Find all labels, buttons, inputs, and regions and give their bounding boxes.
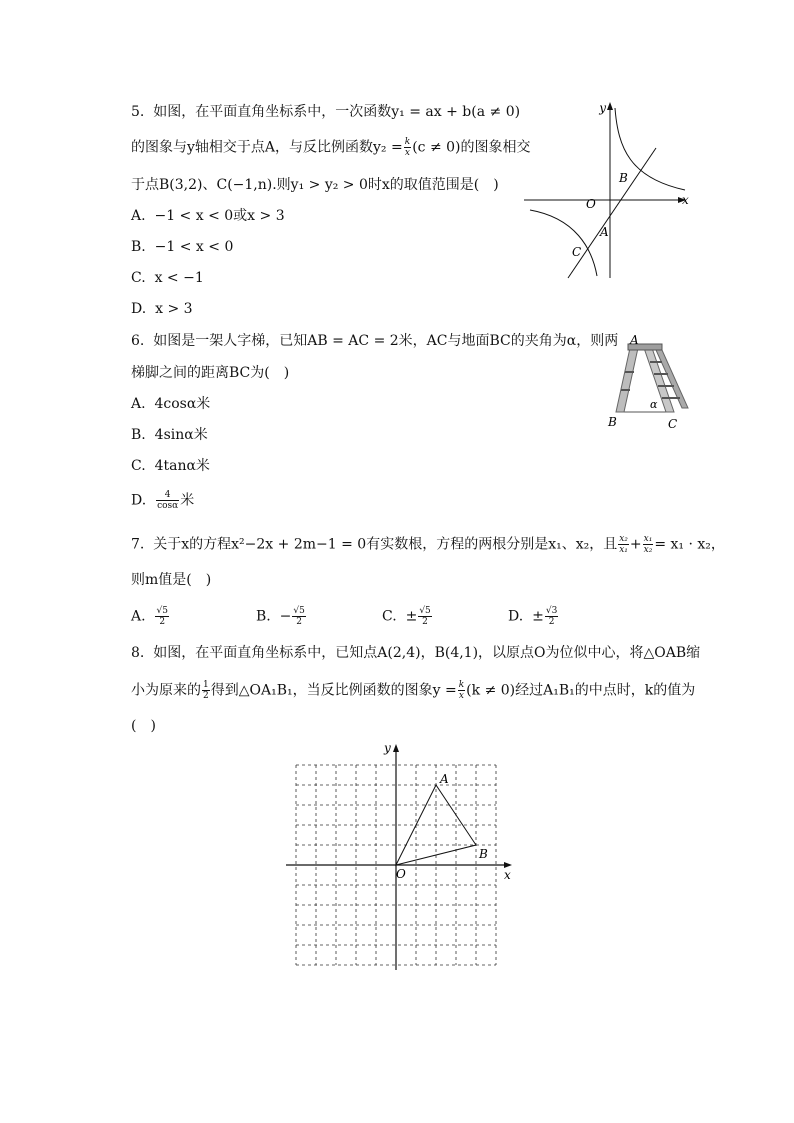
- option-letter: C.: [131, 270, 146, 286]
- option-fraction: [545, 606, 558, 627]
- q5-text-1: 如图，在平面直角坐标系中，一次函数y₁ = ax + b(a ≠ 0): [153, 104, 521, 120]
- frac-num: 4: [156, 490, 179, 501]
- q6-label-alpha: α: [650, 398, 658, 411]
- q8-figure: [280, 736, 520, 974]
- q6-option-b[interactable]: [131, 425, 208, 445]
- frac-den: x₁: [619, 545, 628, 555]
- option-prefix: ±: [532, 608, 544, 625]
- option-suffix: 米: [180, 492, 195, 509]
- q6-label-a: A: [630, 334, 639, 347]
- option-prefix: ±: [405, 608, 418, 625]
- q8-label-o: O: [396, 867, 406, 881]
- q6-option-a[interactable]: [131, 394, 210, 414]
- q5-hyperbola-lower: [530, 210, 597, 276]
- option-text: x < −1: [154, 270, 204, 286]
- q6-option-d[interactable]: [131, 490, 194, 511]
- q5-line-y1: [568, 148, 656, 278]
- q7-text-2: 则m值是( ): [131, 572, 212, 588]
- q7-line-2: [131, 570, 211, 590]
- q5-label-y: y: [599, 101, 606, 115]
- frac-num: √5: [293, 606, 305, 616]
- q7-plus: +: [629, 536, 642, 553]
- q5-number: 5.: [131, 104, 145, 120]
- q5-option-d[interactable]: [131, 299, 193, 319]
- q8-label-b: B: [479, 847, 488, 861]
- q6-ladder-figure: [604, 334, 696, 432]
- frac-den: 2: [203, 691, 209, 701]
- q5-option-a[interactable]: [131, 206, 285, 226]
- q8-line-1: [131, 643, 700, 663]
- frac-num: √5: [419, 606, 431, 616]
- q8-label-a: A: [440, 772, 449, 786]
- q8-k-over-x: [458, 680, 465, 701]
- q7-frac-1: [618, 534, 629, 555]
- option-prefix: −: [279, 608, 292, 625]
- frac-den: 2: [548, 617, 555, 627]
- frac-num: √5: [156, 606, 168, 616]
- option-letter: D.: [508, 608, 524, 625]
- q8-y-arrow: [393, 744, 399, 752]
- frac-den: 2: [422, 617, 428, 627]
- q8-number: 8.: [131, 645, 145, 661]
- frac-den: 2: [296, 617, 302, 627]
- option-letter: B.: [131, 239, 146, 255]
- q7-option-a[interactable]: [131, 606, 170, 627]
- q6-d-fraction: [156, 490, 179, 511]
- option-text: −1 < x < 0或x > 3: [154, 208, 285, 224]
- q6-number: 6.: [131, 333, 145, 349]
- option-text: 4sinα米: [154, 427, 208, 443]
- q6-label-b: B: [608, 415, 617, 429]
- q5-text-3: 于点B(3,2)、C(−1,n).则y₁ > y₂ > 0时x的取值范围是( ): [131, 177, 499, 193]
- option-text: 4cosα米: [154, 396, 211, 412]
- q5-label-o: O: [586, 197, 596, 211]
- q5-label-c: C: [572, 245, 582, 259]
- frac-den: x: [458, 691, 464, 701]
- q6-text-1: 如图是一架人字梯，已知AB = AC = 2米，AC与地面BC的夹角为α，则两: [153, 333, 619, 349]
- q7-text-1b: = x₁ · x₂，: [654, 536, 725, 553]
- q8-line-3: [131, 716, 156, 736]
- q5-line-2: [131, 137, 531, 158]
- q8-text-2a: 小为原来的: [131, 682, 201, 699]
- option-fraction: [418, 606, 431, 627]
- option-letter: D.: [131, 492, 147, 509]
- option-letter: A.: [131, 208, 146, 224]
- option-text: −1 < x < 0: [154, 239, 234, 255]
- q8-text-3: ( ): [131, 718, 156, 734]
- option-letter: C.: [131, 458, 146, 474]
- q5-figure: [520, 98, 700, 280]
- q7-option-d[interactable]: [508, 606, 559, 627]
- option-letter: A.: [131, 396, 146, 412]
- q6-text-2: 梯脚之间的距离BC为( ): [131, 365, 290, 381]
- q6-line-2: [131, 363, 289, 383]
- frac-num: √3: [545, 606, 558, 616]
- q8-label-x: x: [504, 868, 511, 882]
- q5-label-a: A: [600, 225, 609, 239]
- option-letter: A.: [131, 608, 146, 625]
- option-fraction: [292, 606, 305, 627]
- q8-label-y: y: [384, 741, 391, 755]
- q5-line-3: [131, 175, 499, 195]
- option-text: x > 3: [155, 301, 193, 317]
- option-letter: B.: [256, 608, 271, 625]
- frac-num: 1: [203, 680, 209, 690]
- q5-y-arrow: [607, 102, 613, 110]
- frac-num: x₂: [619, 534, 628, 544]
- q7-text-1a: 关于x的方程x²−2x + 2m−1 = 0有实数根，方程的两根分别是x₁、x₂，且: [153, 536, 618, 553]
- q5-text-2a: 的图象与y轴相交于点A，与反比例函数y₂ =: [131, 139, 403, 156]
- option-letter: C.: [382, 608, 397, 625]
- option-letter: D.: [131, 301, 147, 317]
- frac-num: k: [458, 680, 465, 690]
- frac-den: x₂: [643, 545, 653, 555]
- q5-text-2b: (c ≠ 0)的图象相交: [412, 139, 531, 156]
- frac-den: 2: [159, 617, 166, 627]
- q5-label-x: x: [682, 193, 689, 207]
- q6-line-1: [131, 331, 618, 351]
- q6-option-c[interactable]: [131, 456, 210, 476]
- frac-num: x₁: [643, 534, 653, 544]
- option-letter: B.: [131, 427, 146, 443]
- q5-option-b[interactable]: [131, 237, 233, 257]
- q5-line-1: [131, 102, 520, 122]
- q8-half: [202, 680, 210, 701]
- q6-label-c: C: [668, 417, 678, 431]
- q5-k-over-x: [404, 137, 411, 158]
- option-fraction: [155, 606, 168, 627]
- q5-frac-num: k: [404, 137, 411, 147]
- q8-text-2c: (k ≠ 0)经过A₁B₁的中点时，k的值为: [466, 682, 696, 699]
- q5-label-b: B: [619, 171, 628, 185]
- frac-den: cosα: [157, 501, 179, 511]
- q8-text-2b: 得到△OA₁B₁，当反比例函数的图象y =: [210, 682, 457, 699]
- q5-option-c[interactable]: [131, 268, 204, 288]
- q7-number: 7.: [131, 536, 145, 553]
- q8-text-1: 如图，在平面直角坐标系中，已知点A(2,4)，B(4,1)，以原点O为位似中心，将△OAB缩: [153, 645, 701, 661]
- q7-frac-2: [643, 534, 654, 555]
- ladder-left-leg: [616, 348, 638, 412]
- q7-line-1: [131, 534, 725, 555]
- q8-line-2: [131, 680, 695, 701]
- q7-option-c[interactable]: [382, 606, 433, 627]
- option-text: 4tanα米: [154, 458, 210, 474]
- q5-frac-den: x: [404, 148, 410, 158]
- q7-option-b[interactable]: [256, 606, 307, 627]
